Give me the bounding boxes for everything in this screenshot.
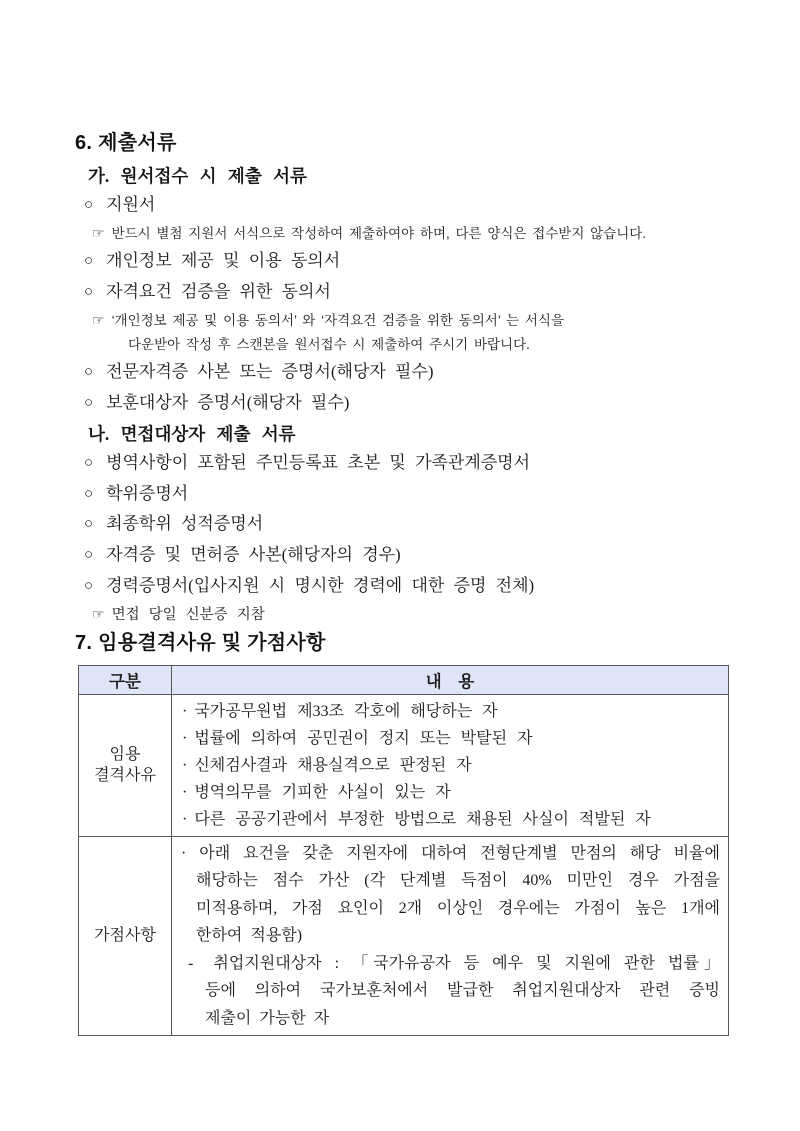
dot-bullet-icon: ·: [182, 756, 188, 774]
dash-bullet-icon: -: [188, 954, 194, 972]
note-text: 면접 당일 신분증 지참: [111, 606, 265, 623]
circle-bullet-icon: ○: [84, 253, 94, 269]
table-header-content: 내 용: [172, 665, 729, 694]
circle-bullet-icon: ○: [84, 577, 94, 594]
list-item-degree-certificate: [84, 479, 730, 510]
note-bring-id: [92, 602, 730, 627]
category-line: 결격사유: [94, 767, 156, 784]
circle-bullet-icon: ○: [84, 546, 94, 563]
list-item-text: 학위증명서: [106, 484, 189, 503]
list-item-text: 지원서: [106, 195, 156, 214]
table-row-bonus: [79, 836, 729, 1036]
circle-bullet-icon: ○: [84, 486, 94, 502]
category-line: 임용: [109, 746, 141, 763]
bullet-text: 신체검사결과 채용실격으로 판정된 자: [194, 756, 472, 774]
bullet-text: 다른 공공기관에서 부정한 방법으로 채용된 사실이 적발된 자: [194, 810, 651, 828]
list-item-text: 보훈대상자 증명서(해당자 필수): [106, 393, 350, 412]
pointing-hand-icon: ☞: [92, 312, 105, 328]
paragraph-text: 한하여 적용함): [196, 927, 303, 944]
circle-bullet-icon: ○: [84, 284, 94, 300]
paragraph-text: 미적용하며, 가점 요인이 2개 이상인 경우에는 가점이 높은 1개에: [196, 899, 720, 917]
list-item-license-copy: [84, 540, 730, 571]
bullet-text: 국가공무원법 제33조 각호에 해당하는 자: [194, 702, 498, 720]
bonus-paragraph-line: [179, 867, 720, 895]
list-item-military-record: [84, 448, 730, 479]
table-bullet-item: [179, 725, 720, 752]
table-bullet-item: [179, 806, 720, 833]
bonus-dash-line: [179, 950, 720, 978]
note-consent-forms-line2: [128, 333, 730, 357]
dot-bullet-icon: ·: [182, 729, 188, 747]
paragraph-text: 해당하는 점수 가산 (각 단계별 득점이 40% 미만인 경우 가점을: [196, 872, 720, 889]
circle-bullet-icon: ○: [84, 455, 94, 471]
table-bullet-item: [179, 752, 720, 779]
note-consent-forms-line1: [92, 308, 730, 333]
bonus-paragraph-line: [179, 895, 720, 923]
bonus-dash-line: [179, 977, 720, 1005]
table-row-disqualification: [79, 694, 729, 836]
paragraph-text: 등에 의하여 국가보훈처에서 발급한 취업지원대상자 관련 증빙: [205, 982, 720, 999]
list-item-privacy-consent: [84, 246, 730, 277]
note-text: 반드시 별첨 지원서 서식으로 작성하여 제출하여야 하며, 다른 양식은 접수받지 않습니다.: [111, 226, 647, 241]
table-header-category: 구분: [79, 665, 172, 694]
dot-bullet-icon: ·: [182, 810, 188, 828]
list-item-application: [84, 190, 730, 221]
note-application-form: [92, 221, 730, 246]
list-item-veteran-certificate: [84, 388, 730, 419]
table-bullet-item: [179, 698, 720, 725]
list-item-professional-license: [84, 357, 730, 388]
list-item-text: 경력증명서(입사지원 시 명시한 경력에 대한 증명 전체): [106, 575, 535, 595]
dot-bullet-icon: ·: [181, 844, 187, 862]
note-text: ‘개인정보 제공 및 이용 동의서’ 와 ‘자격요건 검증을 위한 동의서’ 는 서식을: [111, 313, 565, 328]
pointing-hand-icon: ☞: [92, 225, 105, 241]
list-item-text: 전문자격증 사본 또는 증명서(해당자 필수): [106, 362, 434, 381]
subsection-b-heading: 나. 면접대상자 제출 서류: [88, 424, 296, 444]
dot-bullet-icon: ·: [182, 783, 188, 801]
bonus-paragraph-line: [179, 840, 720, 868]
bonus-dash-line: [179, 1005, 720, 1033]
cell-content-disqualification: [172, 694, 729, 836]
circle-bullet-icon: ○: [84, 364, 94, 380]
circle-bullet-icon: ○: [84, 516, 94, 532]
note-text: 다운받아 작성 후 스캔본을 원서접수 시 제출하여 주시기 바랍니다.: [128, 337, 530, 352]
cell-content-bonus: [172, 836, 729, 1036]
table-bullet-item: [179, 779, 720, 806]
bonus-paragraph-line: [179, 922, 720, 950]
list-item-text: 최종학위 성적증명서: [106, 514, 264, 533]
circle-bullet-icon: ○: [84, 395, 94, 411]
list-item-verification-consent: [84, 277, 730, 308]
list-item-career-certificate: [84, 571, 730, 602]
pointing-hand-icon: ☞: [92, 605, 105, 622]
list-item-text: 개인정보 제공 및 이용 동의서: [106, 251, 341, 270]
bullet-text: 법률에 의하여 공민권이 정지 또는 박탈된 자: [194, 729, 533, 747]
dot-bullet-icon: ·: [182, 702, 188, 720]
cell-category-bonus: [79, 836, 172, 1036]
bullet-text: 병역의무를 기피한 사실이 있는 자: [194, 783, 451, 801]
table-header-row: [79, 665, 729, 694]
section-6-heading: 6. 제출서류: [75, 132, 177, 154]
list-item-text: 병역사항이 포함된 주민등록표 초본 및 가족관계증명서: [106, 453, 531, 472]
paragraph-text: 제출이 가능한 자: [205, 1009, 330, 1027]
list-item-text: 자격요건 검증을 위한 동의서: [106, 282, 331, 301]
subsection-a-heading: 가. 원서접수 시 제출 서류: [88, 166, 307, 186]
section-7-heading: 7. 임용결격사유 및 가점사항: [75, 631, 326, 654]
paragraph-text: 취업지원대상자 : 「국가유공자 등 예우 및 지원에 관한 법률」: [213, 954, 721, 972]
cell-category-disqualification: [79, 694, 172, 836]
disqualification-bonus-table: [78, 665, 729, 1037]
list-item-text: 자격증 및 면허증 사본(해당자의 경우): [106, 544, 401, 564]
paragraph-text: 아래 요건을 갖춘 지원자에 대하여 전형단계별 만점의 해당 비율에: [199, 844, 720, 862]
circle-bullet-icon: ○: [84, 197, 94, 213]
category-line: 가점사항: [94, 927, 156, 945]
list-item-transcript: [84, 510, 730, 540]
